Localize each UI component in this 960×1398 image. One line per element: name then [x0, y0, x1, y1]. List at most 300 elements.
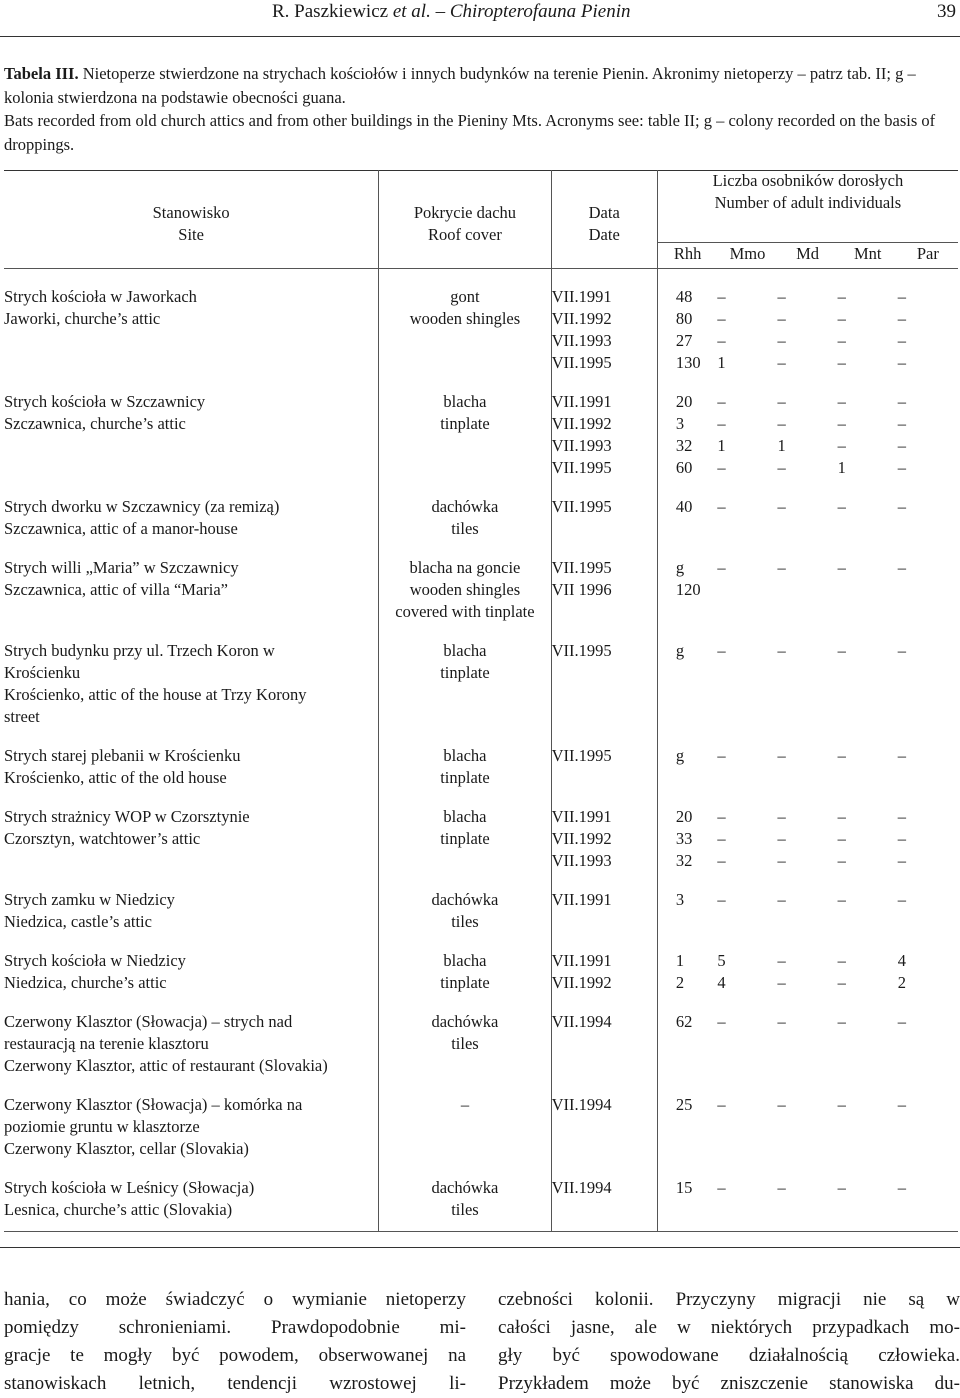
count-cell-mmo: –	[717, 829, 726, 848]
site-header-pl: Stanowisko	[152, 203, 230, 222]
date-cell: VII.1994	[551, 1011, 657, 1033]
count-cell-mmo	[717, 1116, 777, 1138]
count-cell-mnt	[838, 1138, 898, 1160]
site-cell: poziomie gruntu w klasztorze	[4, 1117, 200, 1136]
count-cell-mnt	[838, 1116, 898, 1138]
count-cell-mmo: –	[717, 497, 726, 516]
site-cell	[4, 330, 379, 352]
count-cell-mnt: –	[837, 392, 846, 411]
count-cell-par	[898, 767, 958, 789]
count-cell-mmo: –	[717, 392, 726, 411]
count-cell-rhh	[657, 911, 717, 933]
site-cell	[4, 850, 379, 872]
table-row	[4, 972, 958, 994]
count-cell-mmo	[717, 1055, 777, 1077]
date-cell	[551, 767, 657, 789]
count-cell-mnt: –	[837, 1095, 846, 1114]
date-cell	[551, 518, 657, 540]
date-cell: VII.1992	[551, 972, 657, 994]
count-cell-mnt: –	[837, 287, 846, 306]
row-gap	[4, 623, 958, 640]
count-cell-mnt: –	[837, 641, 846, 660]
count-cell-rhh	[657, 1055, 717, 1077]
count-cell-md: –	[777, 951, 786, 970]
count-cell-rhh: 48	[657, 286, 717, 308]
table-row	[4, 391, 958, 413]
site-cell: Strych kościoła w Leśnicy (Słowacja)	[4, 1178, 255, 1197]
site-cell: Czerwony Klasztor (Słowacja) – strych nad	[4, 1012, 293, 1031]
count-cell-par: –	[897, 851, 906, 870]
count-cell-rhh	[657, 662, 717, 684]
count-cell-md: –	[777, 558, 786, 577]
count-cell-mnt	[838, 684, 898, 706]
title-dash: –	[435, 1, 446, 22]
site-cell: Strych kościoła w Niedzicy	[4, 951, 186, 970]
count-cell-rhh: g	[657, 745, 717, 767]
date-column-header	[551, 170, 657, 269]
date-cell	[551, 601, 657, 623]
count-cell-rhh: 20	[657, 391, 717, 413]
count-cell-mmo: 1	[717, 353, 726, 372]
date-cell	[551, 1138, 657, 1160]
table-row	[4, 1177, 958, 1199]
roof-cell: blacha	[379, 950, 551, 972]
date-cell: VII.1994	[551, 1094, 657, 1116]
table-row	[4, 950, 958, 972]
body-column-right	[498, 1286, 960, 1398]
date-cell: VII.1995	[551, 457, 657, 479]
date-cell	[551, 706, 657, 728]
date-cell: VII.1993	[551, 330, 657, 352]
row-gap	[4, 540, 958, 557]
site-cell: Strych kościoła w Jaworkach	[4, 287, 197, 306]
table-row	[4, 352, 958, 374]
table-row	[4, 1199, 958, 1221]
count-cell-rhh	[657, 1116, 717, 1138]
count-cell-rhh	[657, 1199, 717, 1221]
table-row	[4, 806, 958, 828]
roof-cell: tinplate	[379, 662, 551, 684]
date-cell	[551, 1116, 657, 1138]
roof-header-pl: Pokrycie dachu	[413, 203, 517, 222]
journal-title: Chiropterofauna Pienin	[449, 1, 631, 22]
count-cell-md: –	[777, 1095, 786, 1114]
table-row	[4, 435, 958, 457]
count-cell-md	[778, 684, 838, 706]
roof-cell: tiles	[379, 911, 551, 933]
count-cell-md: –	[777, 497, 786, 516]
count-cell-md	[778, 601, 838, 623]
count-cell-mmo: –	[717, 558, 726, 577]
table-row	[4, 662, 958, 684]
count-cell-mnt: –	[837, 353, 846, 372]
roof-column-header	[379, 170, 551, 269]
count-cell-mnt: –	[837, 1178, 846, 1197]
count-cell-md: –	[777, 851, 786, 870]
count-cell-md: –	[777, 458, 786, 477]
roof-cell	[379, 706, 551, 728]
count-cell-mnt: –	[837, 851, 846, 870]
site-cell	[4, 457, 379, 479]
site-cell: Szczawnica, churche’s attic	[4, 414, 186, 433]
running-header	[0, 0, 960, 30]
site-cell: Czerwony Klasztor, attic of restaurant (Slovakia)	[4, 1056, 328, 1075]
table-row	[4, 457, 958, 479]
species-header-rhh: Rhh	[657, 243, 717, 269]
date-header-pl: Data	[588, 203, 620, 222]
count-cell-mmo: –	[717, 807, 726, 826]
roof-cell: blacha	[379, 640, 551, 662]
count-cell-par	[898, 1138, 958, 1160]
roof-cell: dachówka	[379, 1177, 551, 1199]
date-cell: VII.1991	[551, 286, 657, 308]
date-cell	[551, 662, 657, 684]
roof-cell: tiles	[379, 1033, 551, 1055]
roof-cell: tiles	[379, 518, 551, 540]
site-cell	[4, 601, 379, 623]
count-cell-rhh: 20	[657, 806, 717, 828]
table-row	[4, 579, 958, 601]
site-cell: Szczawnica, attic of villa “Maria”	[4, 580, 229, 599]
count-cell-md: –	[777, 973, 786, 992]
count-cell-mmo	[717, 911, 777, 933]
species-header-par: Par	[916, 244, 939, 263]
count-column-header	[657, 170, 958, 243]
roof-cell: dachówka	[379, 1011, 551, 1033]
count-cell-md: –	[777, 807, 786, 826]
count-cell-mnt: –	[837, 497, 846, 516]
count-cell-mnt: –	[837, 890, 846, 909]
row-gap	[4, 374, 958, 391]
count-cell-md: –	[777, 890, 786, 909]
site-cell: Czerwony Klasztor (Słowacja) – komórka na	[4, 1095, 303, 1114]
body-line: stanowiskach letnich, tendencji wzrostowej li-	[4, 1373, 466, 1394]
site-cell: Krościenko, attic of the old house	[4, 768, 227, 787]
count-cell-rhh	[657, 1033, 717, 1055]
date-cell: VII.1995	[551, 496, 657, 518]
table-row	[4, 767, 958, 789]
page-number: 39	[937, 1, 956, 22]
row-gap	[4, 728, 958, 745]
count-cell-rhh: 15	[657, 1177, 717, 1199]
date-cell: VII.1995	[551, 640, 657, 662]
count-cell-mnt	[838, 1199, 898, 1221]
site-cell	[4, 435, 379, 457]
count-cell-rhh: 27	[657, 330, 717, 352]
count-cell-rhh	[657, 518, 717, 540]
section-rule	[0, 1247, 960, 1248]
count-cell-par: –	[897, 392, 906, 411]
table-row	[4, 828, 958, 850]
header-rule	[0, 36, 960, 37]
site-cell: Lesnica, churche’s attic (Slovakia)	[4, 1200, 233, 1219]
count-cell-par: –	[897, 1095, 906, 1114]
count-cell-mmo	[717, 1199, 777, 1221]
count-cell-md: –	[777, 309, 786, 328]
site-cell: Krościenku	[4, 663, 81, 682]
count-cell-par: –	[897, 558, 906, 577]
count-cell-mmo: 1	[717, 436, 726, 455]
site-cell: Strych dworku w Szczawnicy (za remizą)	[4, 497, 280, 516]
body-line: hania, co może świadczyć o wymianie nietoperzy	[4, 1289, 466, 1310]
roof-cell: covered with tinplate	[379, 601, 551, 623]
count-cell-par: –	[897, 414, 906, 433]
count-cell-rhh	[657, 706, 717, 728]
count-cell-par	[898, 1033, 958, 1055]
count-header-pl: Liczba osobników dorosłych	[712, 171, 904, 190]
count-cell-mmo: –	[717, 309, 726, 328]
table-row	[4, 1138, 958, 1160]
count-cell-md: –	[777, 392, 786, 411]
date-cell: VII.1994	[551, 1177, 657, 1199]
date-cell: VII.1995	[551, 745, 657, 767]
roof-cell	[379, 684, 551, 706]
date-cell	[551, 1199, 657, 1221]
roof-cell: dachówka	[379, 889, 551, 911]
count-cell-mnt	[838, 579, 898, 601]
count-cell-par: –	[897, 1178, 906, 1197]
count-cell-md	[778, 911, 838, 933]
count-cell-par	[898, 1116, 958, 1138]
count-cell-par	[898, 706, 958, 728]
count-cell-md	[778, 1055, 838, 1077]
date-cell: VII.1991	[551, 391, 657, 413]
count-cell-rhh	[657, 684, 717, 706]
date-cell	[551, 1033, 657, 1055]
count-cell-mmo: –	[717, 746, 726, 765]
count-cell-mnt: –	[837, 746, 846, 765]
count-cell-mmo	[717, 1033, 777, 1055]
running-title	[272, 0, 631, 24]
roof-cell: –	[379, 1094, 551, 1116]
count-cell-mmo	[717, 662, 777, 684]
count-cell-mnt: –	[837, 951, 846, 970]
body-line: gły być spowodowane działalnością człowieka.	[498, 1345, 960, 1366]
count-cell-rhh: 3	[657, 889, 717, 911]
row-gap	[4, 1160, 958, 1177]
table-row	[4, 330, 958, 352]
bat-records-table	[4, 170, 958, 1232]
site-cell: Czorsztyn, watchtower’s attic	[4, 829, 201, 848]
count-cell-mmo: 4	[717, 973, 726, 992]
table-row	[4, 850, 958, 872]
roof-cell: gont	[379, 286, 551, 308]
count-cell-rhh: 3	[657, 413, 717, 435]
count-cell-mnt	[838, 767, 898, 789]
count-cell-md	[778, 706, 838, 728]
site-cell	[4, 352, 379, 374]
count-cell-mnt: –	[837, 973, 846, 992]
count-cell-md: –	[777, 1012, 786, 1031]
roof-cell	[379, 850, 551, 872]
table-row	[4, 286, 958, 308]
count-cell-md: 1	[777, 436, 786, 455]
site-header-en: Site	[178, 225, 204, 244]
et-al: et al.	[392, 1, 431, 22]
date-cell: VII.1995	[551, 557, 657, 579]
count-cell-par: –	[897, 287, 906, 306]
count-cell-par: –	[897, 458, 906, 477]
count-cell-par: –	[897, 1012, 906, 1031]
count-cell-md: –	[777, 353, 786, 372]
table-row	[4, 601, 958, 623]
count-cell-mmo	[717, 767, 777, 789]
site-cell: Strych zamku w Niedzicy	[4, 890, 175, 909]
count-cell-rhh	[657, 1138, 717, 1160]
table-row	[4, 1033, 958, 1055]
date-cell: VII.1991	[551, 950, 657, 972]
roof-cell: dachówka	[379, 496, 551, 518]
count-cell-par	[898, 1055, 958, 1077]
count-cell-md: –	[777, 414, 786, 433]
count-cell-mnt	[838, 662, 898, 684]
date-cell: VII.1991	[551, 806, 657, 828]
row-gap	[4, 789, 958, 806]
count-cell-par	[898, 518, 958, 540]
count-header-en: Number of adult individuals	[714, 193, 902, 212]
species-header-mnt: Mnt	[853, 244, 882, 263]
count-cell-par: 4	[897, 951, 906, 970]
header-separator	[4, 269, 958, 287]
body-line: pomiędzy schronieniami. Prawdopodobnie mi-	[4, 1317, 466, 1338]
row-gap	[4, 479, 958, 496]
roof-cell: blacha	[379, 806, 551, 828]
roof-cell: blacha na goncie	[379, 557, 551, 579]
count-cell-mmo: –	[717, 287, 726, 306]
count-cell-par	[898, 911, 958, 933]
count-cell-mmo: –	[717, 414, 726, 433]
date-cell	[551, 684, 657, 706]
count-cell-par: –	[897, 497, 906, 516]
date-cell: VII.1992	[551, 828, 657, 850]
count-cell-md	[778, 579, 838, 601]
date-cell: VII.1992	[551, 413, 657, 435]
count-cell-par	[898, 601, 958, 623]
count-cell-mmo: –	[717, 641, 726, 660]
authors: R. Paszkiewicz	[272, 1, 389, 22]
count-cell-par: –	[897, 436, 906, 455]
count-cell-mnt: 1	[837, 458, 846, 477]
table-row	[4, 308, 958, 330]
count-cell-mnt	[838, 601, 898, 623]
count-cell-md	[778, 767, 838, 789]
roof-cell: tinplate	[379, 972, 551, 994]
site-cell: Niedzica, churche’s attic	[4, 973, 167, 992]
table-row	[4, 518, 958, 540]
count-cell-rhh: 62	[657, 1011, 717, 1033]
roof-cell	[379, 1055, 551, 1077]
roof-cell: tinplate	[379, 828, 551, 850]
date-cell: VII.1991	[551, 889, 657, 911]
count-cell-mnt	[838, 1055, 898, 1077]
count-cell-rhh: 33	[657, 828, 717, 850]
count-cell-mmo: –	[717, 331, 726, 350]
count-cell-rhh: 120	[657, 579, 717, 601]
count-cell-md	[778, 518, 838, 540]
count-cell-md: –	[777, 331, 786, 350]
count-cell-md	[778, 1138, 838, 1160]
count-cell-par	[898, 1199, 958, 1221]
species-header-md: Md	[796, 244, 820, 263]
count-cell-mnt: –	[837, 829, 846, 848]
count-cell-rhh	[657, 767, 717, 789]
count-cell-rhh: 1	[657, 950, 717, 972]
body-line: Przykładem może być zniszczenie stanowiska du-	[498, 1373, 960, 1394]
date-cell	[551, 1055, 657, 1077]
table-row	[4, 1011, 958, 1033]
date-cell: VII.1993	[551, 850, 657, 872]
table-row	[4, 706, 958, 728]
site-cell: restauracją na terenie klasztoru	[4, 1034, 209, 1053]
count-cell-mmo	[717, 601, 777, 623]
table-row	[4, 1094, 958, 1116]
table-row	[4, 640, 958, 662]
row-gap	[4, 1221, 958, 1232]
count-cell-md	[778, 1199, 838, 1221]
count-cell-mmo: 5	[717, 951, 726, 970]
count-cell-par	[898, 684, 958, 706]
count-cell-rhh: 32	[657, 850, 717, 872]
count-cell-md: –	[777, 1178, 786, 1197]
count-cell-rhh: 40	[657, 496, 717, 518]
count-cell-par: 2	[897, 973, 906, 992]
count-cell-par: –	[897, 890, 906, 909]
count-cell-mmo	[717, 1138, 777, 1160]
site-cell: Szczawnica, attic of a manor-house	[4, 519, 238, 538]
roof-cell: blacha	[379, 391, 551, 413]
caption-text-pl: Nietoperze stwierdzone na strychach kościołów i innych budynków na terenie Pienin. Akronimy nietoperzy – patrz tab. II; g – kolonia stwierdzona na podstawie obecności guana.	[4, 64, 916, 107]
date-header-en: Date	[588, 225, 620, 244]
count-cell-rhh: 25	[657, 1094, 717, 1116]
table-row	[4, 1116, 958, 1138]
site-cell: street	[4, 707, 40, 726]
site-cell: Czerwony Klasztor, cellar (Slovakia)	[4, 1139, 249, 1158]
date-cell: VII 1996	[551, 579, 657, 601]
date-cell: VII.1993	[551, 435, 657, 457]
count-cell-rhh: 32	[657, 435, 717, 457]
site-cell: Strych budynku przy ul. Trzech Koron w	[4, 641, 275, 660]
count-cell-rhh: 130	[657, 352, 717, 374]
count-cell-mmo: –	[717, 890, 726, 909]
count-cell-mmo	[717, 706, 777, 728]
body-line: czebności kolonii. Przyczyny migracji nie są w	[498, 1289, 960, 1310]
species-header-mmo: Mmo	[729, 244, 766, 263]
body-line: gracje te mogły być powodem, obserwowanej na	[4, 1345, 466, 1366]
site-cell: Strych kościoła w Szczawnicy	[4, 392, 206, 411]
count-cell-md	[778, 1033, 838, 1055]
row-gap	[4, 933, 958, 950]
roof-cell	[379, 457, 551, 479]
row-gap	[4, 1077, 958, 1094]
count-cell-rhh: 60	[657, 457, 717, 479]
count-cell-rhh	[657, 601, 717, 623]
date-cell	[551, 911, 657, 933]
roof-cell	[379, 1138, 551, 1160]
count-cell-par: –	[897, 829, 906, 848]
caption-label: Tabela III.	[4, 64, 79, 83]
count-cell-mmo: –	[717, 1178, 726, 1197]
count-cell-par: –	[897, 807, 906, 826]
count-cell-mmo: –	[717, 851, 726, 870]
count-cell-mnt: –	[837, 414, 846, 433]
roof-header-en: Roof cover	[428, 225, 502, 244]
count-cell-rhh: g	[657, 640, 717, 662]
count-cell-md: –	[777, 829, 786, 848]
site-column-header	[4, 170, 379, 269]
count-cell-md: –	[777, 641, 786, 660]
date-cell: VII.1995	[551, 352, 657, 374]
count-cell-mnt: –	[837, 1012, 846, 1031]
